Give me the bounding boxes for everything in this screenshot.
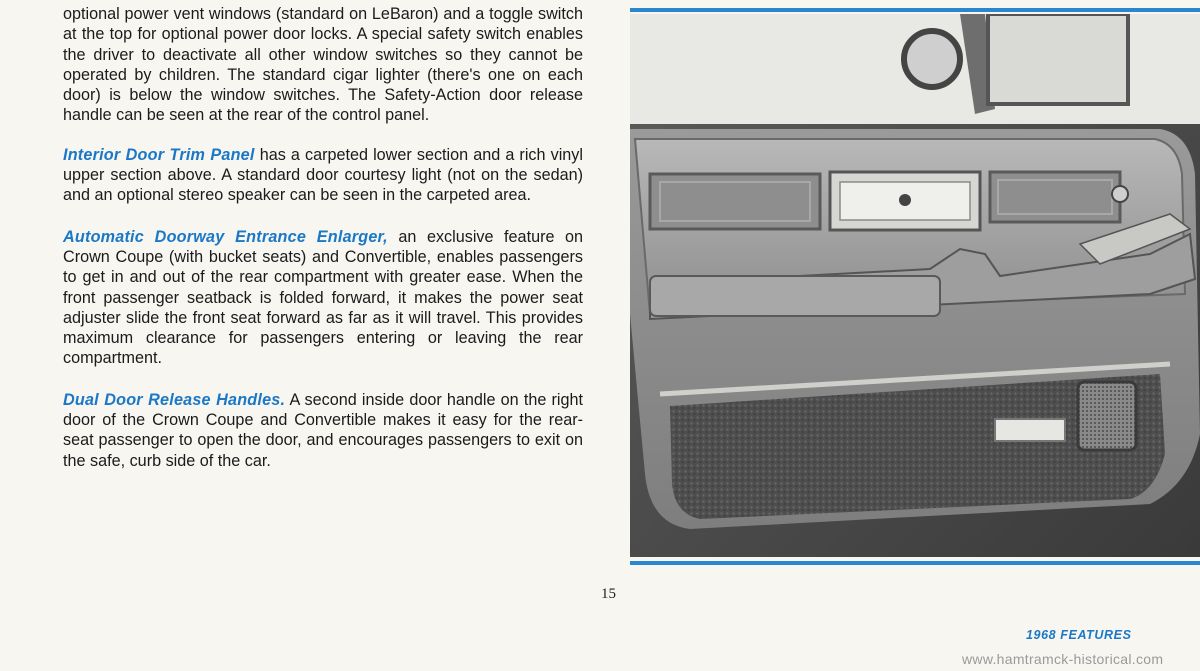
heading-door-trim-panel: Interior Door Trim Panel — [63, 145, 255, 164]
watermark-text: www.hamtramck-historical.com — [962, 651, 1164, 667]
paragraph-window-switches: optional power vent windows (standard on LeBaron) and a toggle switch at the top for optional power door locks. A special safety switch enables the driver to deactivate all other window switches so they cannot be operated by children. The standard cigar lighter (there's one on each door) is below the window switches. The Safety-Action door release handle can be seen at the rear of the control panel. — [63, 5, 583, 125]
door-panel-photo — [630, 14, 1200, 557]
text-door-release-handles: A second inside door handle on the right door of the Crown Coupe and Convertible makes it easy for the rear-seat passenger to open the door, and encourages passengers to exit on the safe, curb side of the car. — [63, 390, 583, 470]
paragraph-entrance-enlarger — [63, 227, 583, 369]
text-door-trim-panel: has a carpeted lower section and a rich vinyl upper section above. A standard door courtesy light (not on the sedan) and an optional stereo speaker can be seen in the carpeted area. — [63, 145, 583, 205]
body-text-column — [63, 4, 583, 492]
paragraph-door-trim-panel — [63, 145, 583, 206]
photo-top-rule — [630, 8, 1200, 12]
text-entrance-enlarger: an exclusive feature on Crown Coupe (with bucket seats) and Convertible, enables passengers to get in and out of the rear compartment with greater ease. When the front passenger seatback is folded forward, it makes the power seat adjuster slide the front seat forward as far as it will travel. This provides maximum clearance for passengers entering or leaving the rear compartment. — [63, 227, 583, 368]
heading-entrance-enlarger: Automatic Doorway Entrance Enlarger, — [63, 227, 388, 246]
paragraph-door-release-handles — [63, 390, 583, 471]
photo-bottom-rule — [630, 561, 1200, 565]
section-label: 1968 FEATURES — [1026, 628, 1132, 642]
heading-door-release-handles: Dual Door Release Handles. — [63, 390, 286, 409]
page-number: 15 — [601, 586, 616, 602]
